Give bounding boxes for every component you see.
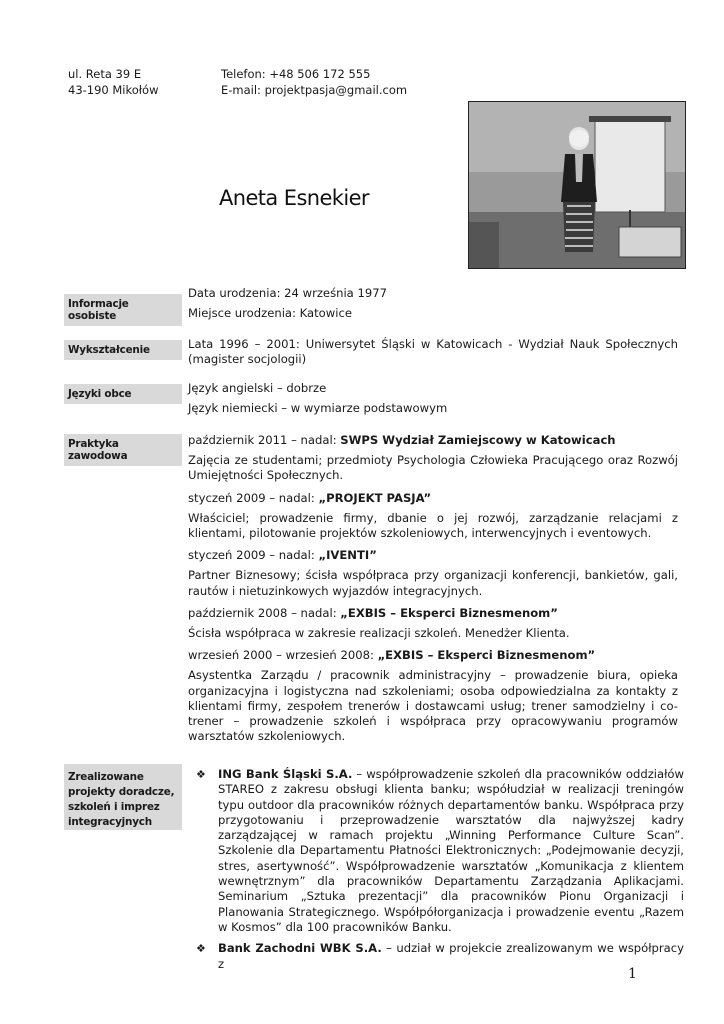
experience-company: „EXBIS – Eksperci Biznesmenom” bbox=[340, 605, 558, 620]
experience-period: styczeń 2009 – nadal: bbox=[188, 548, 319, 563]
list-item bbox=[196, 767, 684, 935]
page-number: 1 bbox=[628, 966, 637, 982]
experience-description: Partner Biznesowy; ścisła współpraca przy organizacji konferencji, bankietów, gali, rautów i nietuzinkowych wyjazdów integracyjnych. bbox=[188, 568, 678, 598]
experience-period: wrzesień 2000 – wrzesień 2008: bbox=[188, 648, 378, 663]
language-english: Język angielski – dobrze bbox=[188, 381, 327, 395]
projects-label-line: Zrealizowane bbox=[68, 771, 144, 783]
birth-date: Data urodzenia: 24 września 1977 bbox=[188, 286, 387, 300]
section-label-personal: Informacje osobiste bbox=[64, 294, 182, 326]
section-label-experience: Praktyka zawodowa bbox=[64, 434, 182, 466]
experience-description: Zajęcia ze studentami; przedmioty Psychologia Człowieka Pracującego oraz Rozwój Umiejętności Społecznych. bbox=[188, 453, 678, 483]
project-text: – udział w projekcie zrealizowanym we współpracy z bbox=[218, 941, 684, 971]
person-name: Aneta Esnekier bbox=[219, 186, 369, 210]
projects-list bbox=[196, 767, 684, 978]
street: ul. Reta 39 E bbox=[68, 67, 142, 81]
section-label-projects bbox=[64, 764, 182, 830]
diamond-bullet-icon: ❖ bbox=[196, 768, 206, 781]
contact-block bbox=[221, 66, 407, 98]
experience-company: „PROJEKT PASJA” bbox=[318, 490, 432, 505]
experience-heading bbox=[188, 548, 678, 563]
section-label-languages: Języki obce bbox=[64, 384, 182, 404]
city: 43-190 Mikołów bbox=[68, 83, 159, 97]
list-item bbox=[196, 941, 684, 972]
projects-label-line: projekty doradcze, bbox=[68, 786, 175, 798]
experience-list bbox=[188, 433, 678, 751]
address-block bbox=[68, 66, 159, 98]
experience-period: październik 2011 – nadal: bbox=[188, 433, 341, 447]
section-label-education: Wykształcenie bbox=[64, 340, 182, 360]
experience-description: Asystentka Zarządu / pracownik administracyjny – prowadzenie biura, opieka organizacyjna i logistyczna nad szkoleniami; osoba odpowiedzialna za kontakty z klientami firmy, zespołem trenerów i dostawcami usług; trener samodzielny i co-trener – prowadzenie szkoleń i współpraca przy opracowywaniu programów warsztatów szkoleniowych. bbox=[188, 668, 678, 744]
experience-description: Właściciel; prowadzenie firmy, dbanie o jej rozwój, zarządzanie relacjami z klientami, pilotowanie projektów szkoleniowych, interwencyjnych i eventowych. bbox=[188, 510, 678, 541]
experience-heading bbox=[188, 606, 678, 621]
education-text: Lata 1996 – 2001: Uniwersytet Śląski w Katowicach - Wydział Nauk Społecznych (magister socjologii) bbox=[188, 337, 678, 367]
experience-company: SWPS Wydział Zamiejscowy w Katowicach bbox=[340, 433, 616, 447]
experience-heading bbox=[188, 433, 678, 448]
profile-photo bbox=[468, 101, 686, 269]
experience-company: „IVENTI” bbox=[318, 548, 377, 563]
projects-label-line: integracyjnych bbox=[68, 816, 152, 828]
education-info bbox=[188, 337, 678, 374]
experience-heading bbox=[188, 491, 678, 506]
language-german: Język niemiecki – w wymiarze podstawowym bbox=[188, 401, 448, 416]
experience-description: Ścisła współpraca w zakresie realizacji szkoleń. Menedżer Klienta. bbox=[188, 626, 570, 641]
email: E-mail: projektpasja@gmail.com bbox=[221, 83, 408, 97]
project-company: Bank Zachodni WBK S.A. bbox=[218, 941, 382, 956]
project-company: ING Bank Śląski S.A. bbox=[218, 767, 353, 781]
diamond-bullet-icon: ❖ bbox=[196, 942, 206, 956]
languages-info bbox=[188, 381, 678, 423]
projects-label-line: szkoleń i imprez bbox=[68, 801, 160, 813]
experience-company: „EXBIS – Eksperci Biznesmenom” bbox=[377, 648, 596, 663]
experience-period: styczeń 2009 – nadal: bbox=[188, 490, 319, 505]
experience-period: październik 2008 – nadal: bbox=[188, 605, 341, 620]
personal-info bbox=[188, 286, 678, 328]
birth-place: Miejsce urodzenia: Katowice bbox=[188, 306, 352, 321]
phone: Telefon: +48 506 172 555 bbox=[221, 67, 371, 81]
project-text: – współprowadzenie szkoleń dla pracowników oddziałów STAREO z zakresu obsługi klienta banku; współudział w realizacji treningów typu outdoor dla pracowników różnych departamentów banku. Współpraca przy przygotowaniu i przeprowadzenie warsztatów dla najwyższej kadry zarządzającej w ramach projektu „Winning Performance Culture Scan”. Szkolenie dla Departamentu Płatności Elektronicznych: „Podejmowanie decyzji, stres, asertywność”. Współprowadzenie warsztatów „Komunikacja z klientem wewnętrznym” dla pracowników Departamentu Zarządzania Aplikacjami. Seminarium „Sztuka prezentacji” dla pracowników Pionu Organizacji i Planowania Strategicznego. Współpółorganizacja i prowadzenie eventu „Razem w Kosmos” dla 100 pracowników Banku. bbox=[218, 767, 684, 934]
experience-heading bbox=[188, 648, 678, 663]
